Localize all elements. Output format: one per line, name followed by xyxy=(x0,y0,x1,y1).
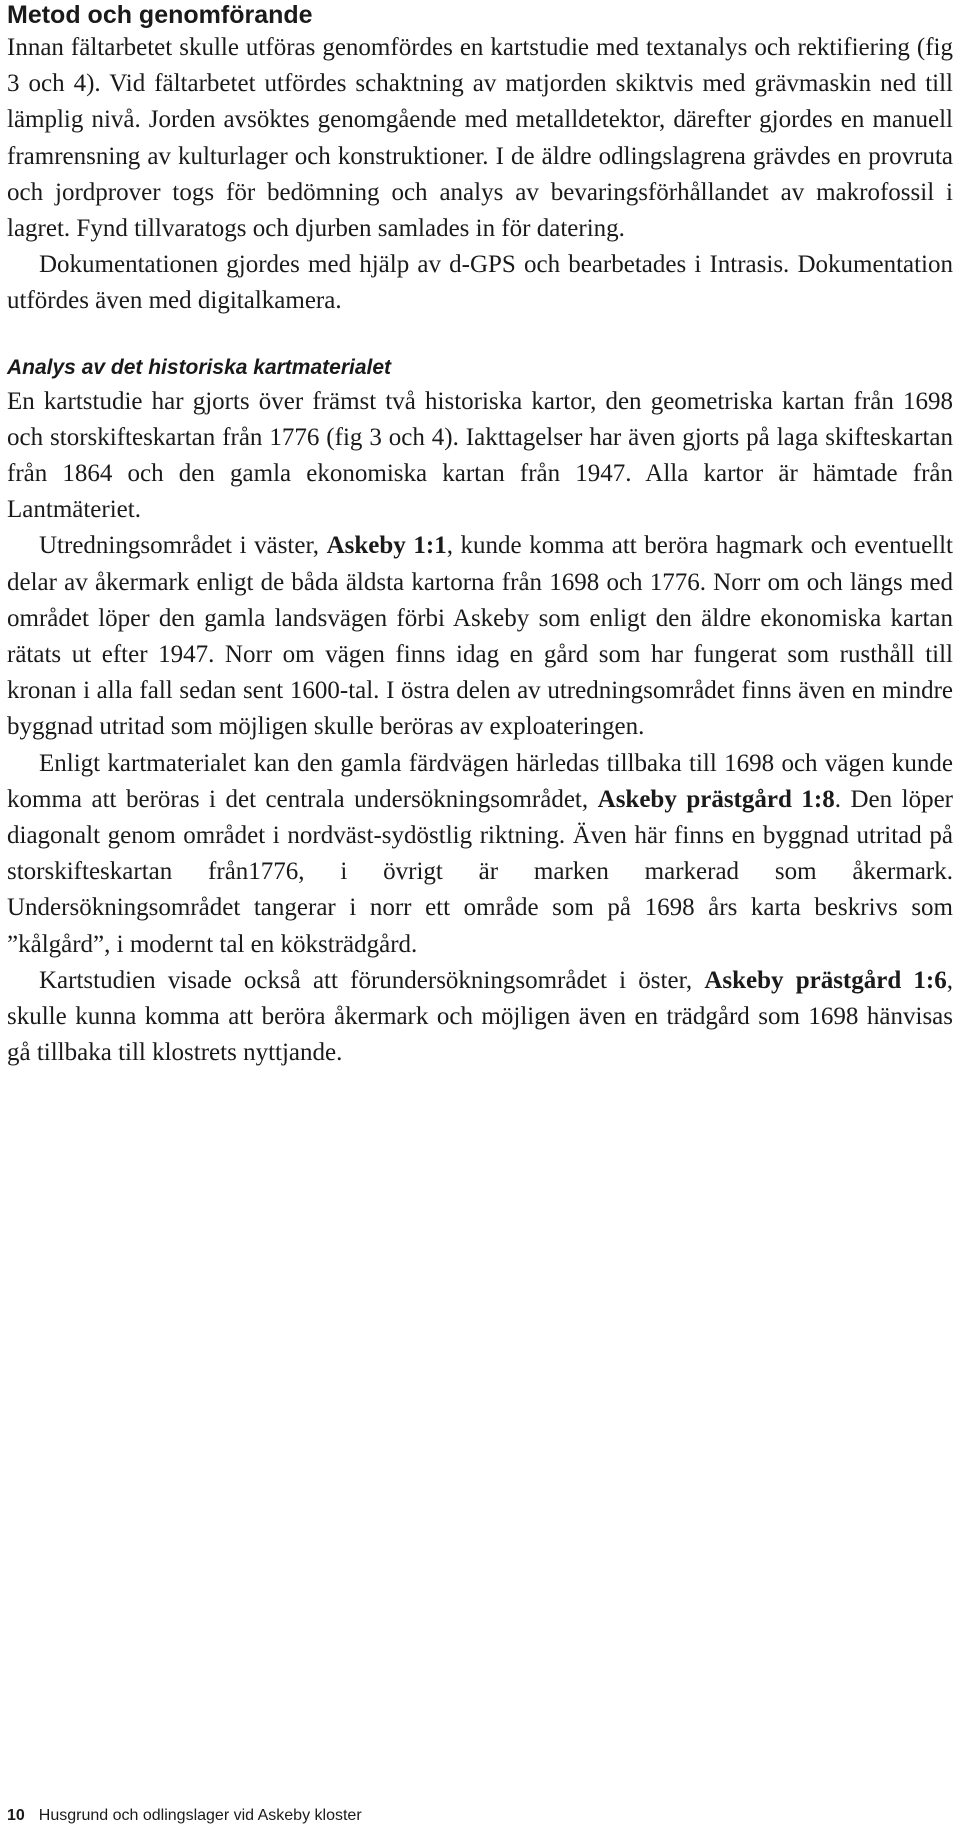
property-name-askeby-1-1: Askeby 1:1 xyxy=(326,532,447,560)
analysis-paragraph-4-lead: Kartstudien visade också att förundersökningsområdet i öster, xyxy=(39,966,705,994)
analysis-paragraph-3-lead: Enligt kartmaterialet kan den gamla färdvägen härledas tillbaka till 1698 och vägen kunde komma att beröras i det centrala undersökningsområdet, xyxy=(7,749,953,813)
page-content xyxy=(7,0,953,1071)
analysis-paragraph-2-lead: Utredningsområdet i väster, xyxy=(39,532,327,560)
analysis-paragraph-1: En kartstudie har gjorts över främst två historiska kartor, den geometriska kartan från 1698 och storskifteskartan från 1776 (fig 3 och 4). Iakttagelser har även gjorts på laga skifteskartan från 1864 och den gamla ekonomiska kartan från 1947. Alla kartor är hämtade från Lantmäteriet. xyxy=(7,387,953,524)
page-footer xyxy=(7,1806,362,1826)
analysis-paragraph-4 xyxy=(7,963,953,1072)
method-paragraph-documentation: Dokumentationen gjordes med hjälp av d-GPS och bearbetades i Intrasis. Dokumentation utfördes även med digitalkamera. xyxy=(7,251,953,315)
analysis-paragraph-4-rest: , skulle kunna komma att beröra åkermark och möjligen även en trädgård som 1698 hänvisas gå tillbaka till klostrets nyttjande. xyxy=(7,966,953,1067)
property-name-askeby-prastgard-1-6: Askeby prästgård 1:6 xyxy=(704,966,947,994)
analysis-subheading: Analys av det historiska kartmaterialet xyxy=(7,355,392,379)
page-number: 10 xyxy=(7,1807,25,1824)
analysis-paragraph-3 xyxy=(7,746,953,963)
analysis-paragraph-2-rest: , kunde komma att beröra hagmark och eventuellt delar av åkermark enligt de båda äldsta kartorna från 1698 och 1776. Norr om och längs med området löper den gamla landsvägen förbi Askeby som enligt den äldre ekonomiska kartan rätats ut efter 1947. Norr om vägen finns idag en gård som har fungerat som rusthåll till kronan i alla fall sedan sent 1600-tal. I östra delen av utredningsområdet finns även en mindre byggnad utritad som möjligen skulle beröras av exploateringen. xyxy=(7,532,953,741)
property-name-askeby-prastgard-1-8: Askeby prästgård 1:8 xyxy=(597,785,835,813)
method-paragraph: Innan fältarbetet skulle utföras genomfördes en kartstudie med textanalys och rektifiering (fig 3 och 4). Vid fältarbetet utfördes schaktning av matjorden skiktvis med grävmaskin ned till lämplig nivå. Jorden avsöktes genomgående med metalldetektor, därefter gjordes en manuell framrensning av kulturlager och konstruktioner. I de äldre odlingslagrena grävdes en provruta och jordprover togs för bedömning och analys av bevaringsförhållandet av makrofossil i lagret. Fynd tillvaratogs och djurben samlades in för datering. xyxy=(7,34,953,243)
analysis-paragraph-2 xyxy=(7,528,953,745)
running-title: Husgrund och odlingslager vid Askeby kloster xyxy=(38,1807,362,1824)
analysis-paragraph-3-rest: . Den löper diagonalt genom området i nordväst-sydöstlig riktning. Även här finns en byggnad utritad på storskifteskartan från1776, i övrigt är marken markerad som åkermark. Undersökningsområdet tangerar i norr ett område som på 1698 års karta beskrivs som ”kålgård”, i modernt tal en köksträdgård. xyxy=(7,785,953,958)
section-heading: Metod och genomförande xyxy=(7,1,313,29)
